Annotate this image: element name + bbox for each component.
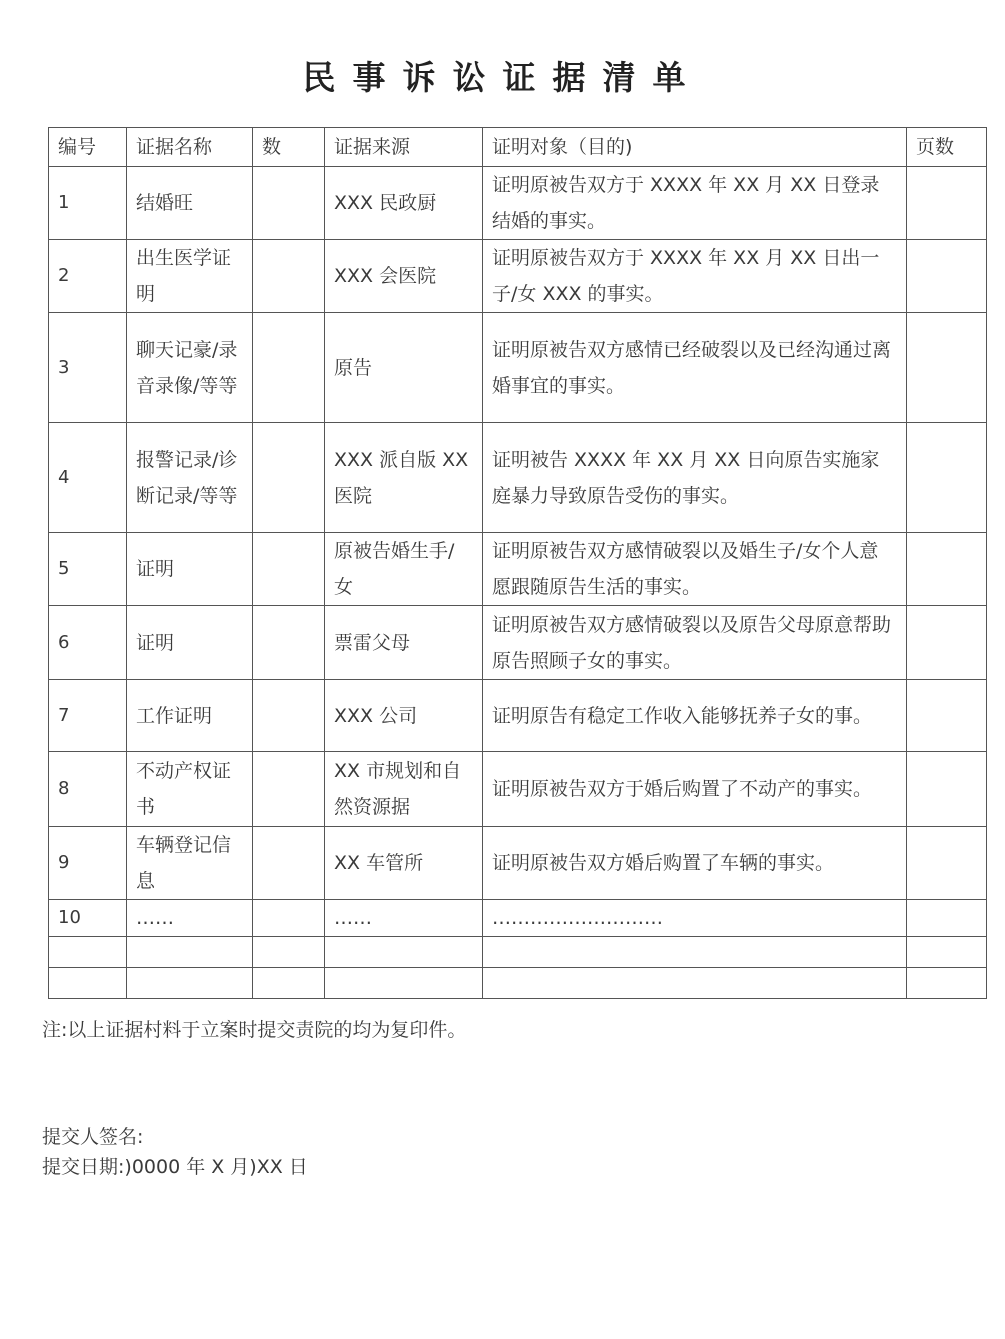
evidence-count bbox=[253, 752, 325, 827]
evidence-purpose: 证明原被告双方感情破裂以及原告父母原意帮助原告照顾子女的事实。 bbox=[483, 606, 907, 680]
evidence-count bbox=[253, 167, 325, 240]
evidence-purpose: 证明被告 XXXX 年 XX 月 XX 日向原告实施家庭暴力导致原告受伤的事实。 bbox=[483, 423, 907, 533]
evidence-name: 结婚旺 bbox=[127, 167, 253, 240]
evidence-count bbox=[253, 680, 325, 752]
table-row bbox=[49, 900, 987, 937]
evidence-count bbox=[253, 900, 325, 937]
evidence-purpose: 证明原被告双方感情已经破裂以及已经沟通过离婚事宜的事实。 bbox=[483, 313, 907, 423]
evidence-count bbox=[253, 423, 325, 533]
evidence-pages bbox=[907, 606, 987, 680]
row-number: 7 bbox=[49, 680, 127, 752]
evidence-name: …… bbox=[127, 900, 253, 937]
evidence-count bbox=[253, 606, 325, 680]
row-number bbox=[49, 937, 127, 968]
evidence-source: XXX 民政厨 bbox=[325, 167, 483, 240]
row-number: 1 bbox=[49, 167, 127, 240]
footnote: 注:以上证据村料于立案时提交责院的均为复印件。 bbox=[42, 1019, 467, 1041]
evidence-source: XXX 会医院 bbox=[325, 240, 483, 313]
row-number: 2 bbox=[49, 240, 127, 313]
evidence-count bbox=[253, 533, 325, 606]
evidence-pages bbox=[907, 313, 987, 423]
row-number: 8 bbox=[49, 752, 127, 827]
evidence-name bbox=[127, 937, 253, 968]
evidence-purpose: 证明原被告双方感情破裂以及婚生子/女个人意愿跟随原告生活的事实。 bbox=[483, 533, 907, 606]
evidence-source bbox=[325, 937, 483, 968]
evidence-count bbox=[253, 827, 325, 900]
row-number: 3 bbox=[49, 313, 127, 423]
table-row bbox=[49, 680, 987, 752]
evidence-source: XXX 派自版 XX 医院 bbox=[325, 423, 483, 533]
evidence-name: 工作证明 bbox=[127, 680, 253, 752]
row-number: 4 bbox=[49, 423, 127, 533]
evidence-source: 原告 bbox=[325, 313, 483, 423]
evidence-count bbox=[253, 937, 325, 968]
evidence-table bbox=[48, 127, 987, 999]
row-number: 9 bbox=[49, 827, 127, 900]
evidence-source: XX 市规划和自然资源据 bbox=[325, 752, 483, 827]
table-row bbox=[49, 313, 987, 423]
table-row bbox=[49, 968, 987, 999]
evidence-purpose bbox=[483, 968, 907, 999]
evidence-purpose: ……………………… bbox=[483, 900, 907, 937]
row-number: 5 bbox=[49, 533, 127, 606]
header-number: 编号 bbox=[49, 128, 127, 167]
evidence-count bbox=[253, 313, 325, 423]
evidence-source: …… bbox=[325, 900, 483, 937]
document-title: 民事诉讼证据清单 bbox=[302, 58, 703, 97]
evidence-name: 证明 bbox=[127, 533, 253, 606]
header-pages: 页数 bbox=[907, 128, 987, 167]
row-number bbox=[49, 968, 127, 999]
evidence-pages bbox=[907, 423, 987, 533]
table-row bbox=[49, 752, 987, 827]
evidence-name bbox=[127, 968, 253, 999]
evidence-source: XX 车管所 bbox=[325, 827, 483, 900]
row-number: 6 bbox=[49, 606, 127, 680]
signer-label: 提交人签名: bbox=[42, 1126, 144, 1148]
evidence-source: 原被告婚生手/女 bbox=[325, 533, 483, 606]
table-row bbox=[49, 606, 987, 680]
evidence-pages bbox=[907, 900, 987, 937]
evidence-name: 出生医学证明 bbox=[127, 240, 253, 313]
table-row bbox=[49, 240, 987, 313]
table-header-row bbox=[49, 128, 987, 167]
evidence-pages bbox=[907, 937, 987, 968]
submission-date: 提交日期:)0000 年 X 月)XX 日 bbox=[42, 1156, 308, 1178]
evidence-pages bbox=[907, 680, 987, 752]
evidence-pages bbox=[907, 240, 987, 313]
evidence-name: 报警记录/诊断记录/等等 bbox=[127, 423, 253, 533]
table-row bbox=[49, 167, 987, 240]
header-evidence-name: 证据名称 bbox=[127, 128, 253, 167]
evidence-pages bbox=[907, 827, 987, 900]
table-row bbox=[49, 423, 987, 533]
header-count: 数 bbox=[253, 128, 325, 167]
evidence-count bbox=[253, 968, 325, 999]
evidence-count bbox=[253, 240, 325, 313]
evidence-pages bbox=[907, 533, 987, 606]
table-row bbox=[49, 937, 987, 968]
evidence-pages bbox=[907, 752, 987, 827]
evidence-source: 票雷父母 bbox=[325, 606, 483, 680]
evidence-name: 不动产权证书 bbox=[127, 752, 253, 827]
header-evidence-source: 证据来源 bbox=[325, 128, 483, 167]
evidence-source: XXX 公司 bbox=[325, 680, 483, 752]
row-number: 10 bbox=[49, 900, 127, 937]
evidence-purpose bbox=[483, 937, 907, 968]
evidence-name: 车辆登记信息 bbox=[127, 827, 253, 900]
evidence-source bbox=[325, 968, 483, 999]
header-purpose: 证明对象（目的) bbox=[483, 128, 907, 167]
evidence-purpose: 证明原被告双方于 XXXX 年 XX 月 XX 日登录结婚的事实。 bbox=[483, 167, 907, 240]
evidence-name: 证明 bbox=[127, 606, 253, 680]
evidence-pages bbox=[907, 167, 987, 240]
table-row bbox=[49, 533, 987, 606]
table-row bbox=[49, 827, 987, 900]
evidence-purpose: 证明原被告双方婚后购置了车辆的事实。 bbox=[483, 827, 907, 900]
evidence-name: 聊天记豪/录音录像/等等 bbox=[127, 313, 253, 423]
evidence-purpose: 证明原被告双方于婚后购置了不动产的事实。 bbox=[483, 752, 907, 827]
signature-block bbox=[42, 1122, 308, 1182]
evidence-purpose: 证明原告有稳定工作收入能够抚养子女的事。 bbox=[483, 680, 907, 752]
evidence-pages bbox=[907, 968, 987, 999]
evidence-purpose: 证明原被告双方于 XXXX 年 XX 月 XX 日出一子/女 XXX 的事实。 bbox=[483, 240, 907, 313]
